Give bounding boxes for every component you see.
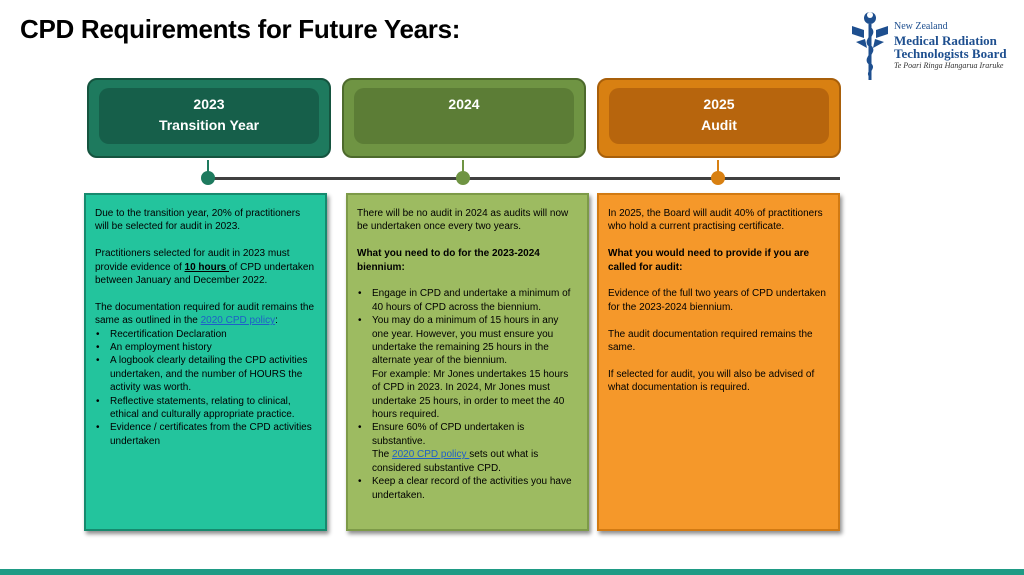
timeline-dot-2023 xyxy=(201,171,215,185)
list-item: • Recertification Declaration xyxy=(110,328,315,341)
timeline-dot-2025 xyxy=(711,171,725,185)
list-item: • Reflective statements, relating to clinical, ethical and culturally appropriate practice. xyxy=(110,395,315,422)
header-subtitle: Transition Year xyxy=(158,117,260,133)
list-item xyxy=(372,421,577,475)
bullet-list xyxy=(95,328,315,449)
logo-line-4: Te Poari Ringa Hangarua Iraruke xyxy=(894,61,1004,70)
list-item: • Engage in CPD and undertake a minimum of 40 hours of CPD across the biennium. xyxy=(372,287,577,314)
header-2023 xyxy=(87,78,331,158)
list-item: • An employment history xyxy=(110,341,315,354)
paragraph: The audit documentation required remains the same. xyxy=(608,328,813,354)
logo-line-3: Technologists Board xyxy=(894,46,1007,61)
header-year: 2023 xyxy=(193,96,225,112)
text: The xyxy=(372,449,393,461)
text: You may do a minimum of 15 hours in any one year. However, you must ensure you undertake the remaining 25 hours in the alternate year of the biennium. xyxy=(372,315,559,367)
content-box-2024 xyxy=(346,193,589,531)
footer-bar xyxy=(0,569,1024,575)
list-item: • Evidence / certificates from the CPD activities undertaken xyxy=(110,421,315,448)
list-item xyxy=(372,314,577,421)
text: sets out what is considered substantive CPD. xyxy=(372,449,539,474)
bullet-list xyxy=(357,287,577,502)
header-2024 xyxy=(342,78,586,158)
content-box-2025 xyxy=(597,193,840,531)
paragraph: There will be no audit in 2024 as audits will now be undertaken once every two years. xyxy=(357,208,569,233)
text: Ensure 60% of CPD undertaken is substantive. xyxy=(372,422,525,447)
header-subtitle: Audit xyxy=(701,117,737,133)
page-title: CPD Requirements for Future Years: xyxy=(20,14,461,44)
section-heading: What you would need to provide if you are called for audit: xyxy=(608,248,810,273)
timeline-line xyxy=(210,177,840,180)
header-year: 2024 xyxy=(448,96,480,112)
text: The documentation required for audit remains the same as outlined in the xyxy=(95,301,315,327)
text: : xyxy=(275,315,278,327)
paragraph: In 2025, the Board will audit 40% of practitioners who hold a current practising certificate. xyxy=(608,208,823,233)
paragraph: Due to the transition year, 20% of practitioners will be selected for audit in 2023. xyxy=(95,208,301,233)
header-year: 2025 xyxy=(703,96,735,112)
logo-line-2: Medical Radiation xyxy=(894,33,997,48)
cpd-policy-link[interactable]: 2020 CPD policy xyxy=(200,315,276,327)
board-logo xyxy=(848,8,1018,82)
paragraph xyxy=(95,247,315,287)
paragraph: Evidence of the full two years of CPD undertaken for the 2023-2024 biennium. xyxy=(608,288,826,313)
paragraph: If selected for audit, you will also be advised of what documentation is required. xyxy=(608,368,815,394)
example-text: For example: Mr Jones undertakes 15 hours of CPD in 2023. In 2024, Mr Jones must undertake 25 hours, in order to meet the 40 hours required. xyxy=(372,368,569,421)
text: of CPD undertaken between January and December 2022. xyxy=(95,261,315,287)
cpd-policy-link[interactable]: 2020 CPD policy xyxy=(392,449,470,461)
text: Practitioners selected for audit in 2023 must provide evidence of xyxy=(95,248,290,273)
list-item: • Keep a clear record of the activities you have undertaken. xyxy=(372,475,577,502)
content-box-2023 xyxy=(84,193,327,531)
timeline-dot-2024 xyxy=(456,171,470,185)
section-heading: What you need to do for the 2023-2024 biennium: xyxy=(357,248,540,273)
list-item: • A logbook clearly detailing the CPD activities undertaken, and the number of HOURS the activity was worth. xyxy=(110,354,315,394)
header-2025 xyxy=(597,78,841,158)
paragraph xyxy=(95,301,315,328)
hours-emphasis: 10 hours xyxy=(184,261,229,273)
caduceus-snowflake-icon xyxy=(848,8,892,82)
logo-line-1: New Zealand xyxy=(894,21,948,32)
